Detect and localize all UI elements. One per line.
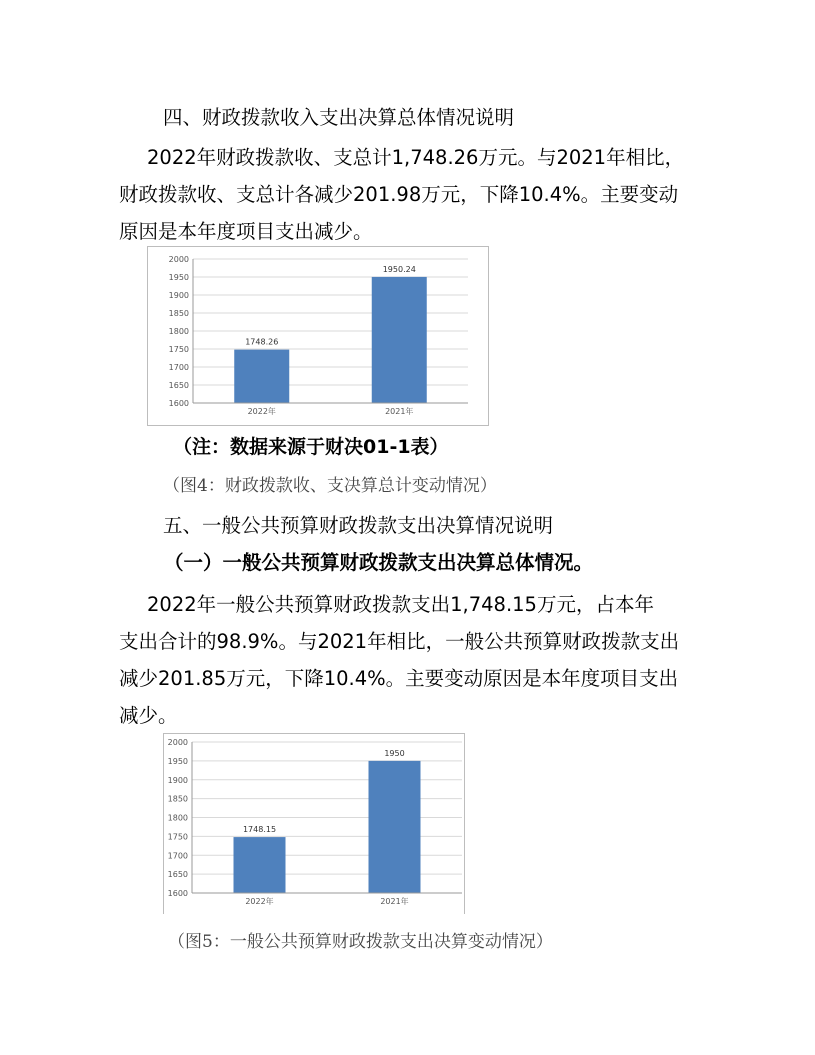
x-tick-label: 2021年 <box>380 897 409 906</box>
section5-heading: 五、一般公共预算财政拨款支出决算情况说明 <box>163 514 554 537</box>
section4-para-line-3: 原因是本年度项目支出减少。 <box>119 220 373 243</box>
bar <box>369 761 421 893</box>
x-tick-label: 2022年 <box>247 407 276 416</box>
section5-para-line-3: 减少201.85万元，下降10.4%。主要变动原因是本年度项目支出 <box>119 667 679 690</box>
y-tick-label: 1700 <box>167 851 188 861</box>
y-tick-label: 1600 <box>167 889 188 898</box>
bar <box>234 837 286 893</box>
y-tick-label: 1800 <box>167 813 188 823</box>
y-tick-label: 1900 <box>167 775 188 785</box>
bar-data-label: 1950 <box>384 748 405 758</box>
fig4-caption: （图4：财政拨款收、支决算总计变动情况） <box>163 476 497 496</box>
section5-para-line-1: 2022年一般公共预算财政拨款支出1,748.15万元，占本年 <box>147 593 654 616</box>
section5-subheading: （一）一般公共预算财政拨款支出决算总体情况。 <box>164 551 594 574</box>
section5-para-line-4: 减少。 <box>119 704 178 727</box>
y-tick-label: 1750 <box>167 832 188 842</box>
bar <box>234 350 289 403</box>
chart-fig5 <box>163 733 465 914</box>
chart-fig5-svg <box>164 734 464 914</box>
y-tick-label: 2000 <box>167 738 188 747</box>
y-tick-label: 2000 <box>168 255 189 264</box>
section4-para-line-1: 2022年财政拨款收、支总计1,748.26万元。与2021年相比， <box>147 146 685 169</box>
bar-data-label: 1748.15 <box>242 825 277 835</box>
y-tick-label: 1950 <box>167 756 188 766</box>
section5-para-line-2: 支出合计的98.9%。与2021年相比，一般公共预算财政拨款支出 <box>119 630 680 653</box>
y-tick-label: 1900 <box>168 291 189 300</box>
fig5-caption: （图5：一般公共预算财政拨款支出决算变动情况） <box>168 932 553 952</box>
y-tick-label: 1650 <box>168 381 189 390</box>
y-tick-label: 1850 <box>167 794 188 804</box>
chart-fig4 <box>147 246 489 426</box>
y-tick-label: 1600 <box>168 399 189 408</box>
y-tick-label: 1950 <box>168 273 189 282</box>
y-tick-label: 1800 <box>168 327 189 336</box>
section4-note: （注：数据来源于财决01-1表） <box>173 436 449 458</box>
y-tick-label: 1850 <box>168 309 189 318</box>
chart-fig4-svg <box>148 247 488 425</box>
y-tick-label: 1700 <box>168 363 189 372</box>
bar <box>372 277 427 403</box>
section4-heading: 四、财政拨款收入支出决算总体情况说明 <box>163 106 515 129</box>
y-tick-label: 1650 <box>167 870 188 880</box>
y-tick-label: 1750 <box>168 345 189 354</box>
bar-data-label: 1748.26 <box>245 337 279 347</box>
x-tick-label: 2022年 <box>245 897 274 906</box>
section4-para-line-2: 财政拨款收、支总计各减少201.98万元，下降10.4%。主要变动 <box>119 183 679 206</box>
bar-data-label: 1950.24 <box>382 264 416 274</box>
x-tick-label: 2021年 <box>385 407 414 416</box>
